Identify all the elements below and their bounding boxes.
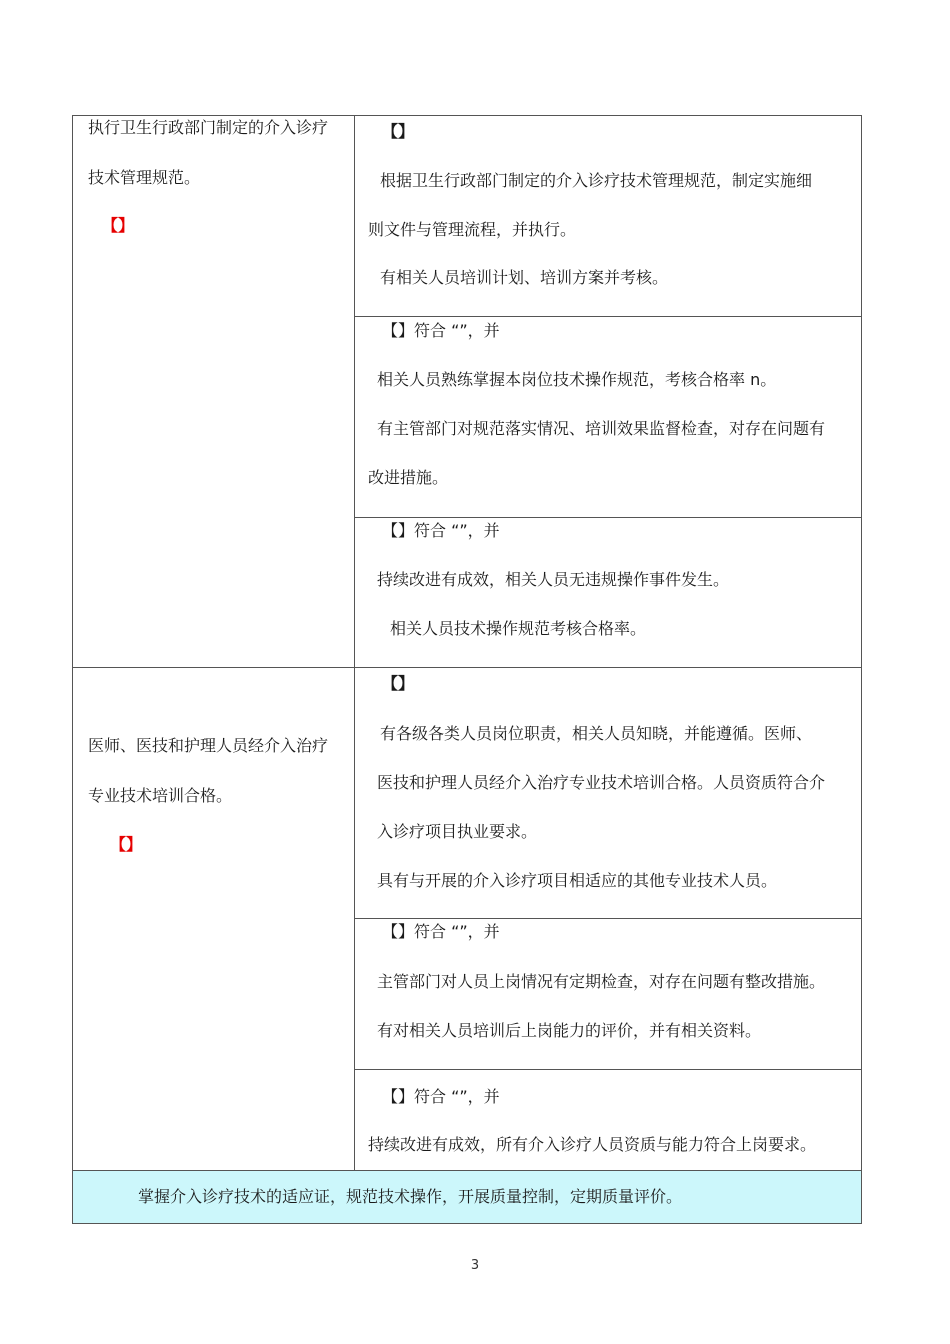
section2-block1-line3: 入诊疗项目执业要求。	[377, 822, 538, 841]
section1-block1-line2: 则文件与管理流程，并执行。	[368, 220, 577, 239]
section1-block3-marker: 【】符合 “”，并	[382, 521, 500, 540]
section1-block1-line3: 有相关人员培训计划、培训方案并考核。	[380, 268, 669, 287]
section1-block2-line2: 有主管部门对规范落实情况、培训效果监督检查，对存在问题有	[377, 419, 826, 438]
section1-block2-marker: 【】符合 “”，并	[382, 321, 500, 340]
section2-block2-line1: 主管部门对人员上岗情况有定期检查，对存在问题有整改措施。	[377, 972, 826, 991]
section1-standard-line1: 执行卫生行政部门制定的介入诊疗	[88, 118, 329, 137]
section2-marker: 【】	[110, 835, 143, 854]
section2-block1-line4: 具有与开展的介入诊疗项目相适应的其他专业技术人员。	[377, 871, 778, 890]
section2-block2-marker: 【】符合 “”，并	[382, 922, 500, 941]
section1-marker: 【】	[102, 216, 135, 235]
section2-block3-line1: 持续改进有成效，所有介入诊疗人员资质与能力符合上岗要求。	[368, 1135, 817, 1154]
section2-standard-line1: 医师、医技和护理人员经介入治疗	[88, 736, 329, 755]
page-number: 3	[470, 1258, 480, 1273]
section2-standard-line2: 专业技术培训合格。	[88, 786, 233, 805]
section1-block2-line3: 改进措施。	[368, 468, 449, 487]
section1-block2-line1: 相关人员熟练掌握本岗位技术操作规范，考核合格率 n。	[377, 370, 777, 389]
section2-block2-line2: 有对相关人员培训后上岗能力的评价，并有相关资料。	[377, 1021, 762, 1040]
summary-row-text: 掌握介入诊疗技术的适应证，规范技术操作，开展质量控制，定期质量评价。	[138, 1187, 683, 1206]
section2-block1-line2: 医技和护理人员经介入治疗专业技术培训合格。人员资质符合介	[377, 773, 826, 792]
section1-block1-line1: 根据卫生行政部门制定的介入诊疗技术管理规范，制定实施细	[380, 171, 813, 190]
section1-block3-line1: 持续改进有成效，相关人员无违规操作事件发生。	[377, 570, 730, 589]
section1-block3-line2: 相关人员技术操作规范考核合格率。	[390, 619, 647, 638]
section1-block1-marker: 【】	[382, 122, 415, 141]
section1-standard-line2: 技术管理规范。	[88, 168, 201, 187]
section2-block3-marker: 【】符合 “”，并	[382, 1087, 500, 1106]
section2-block1-line1: 有各级各类人员岗位职责，相关人员知晓，并能遵循。医师、	[380, 724, 813, 743]
section2-block1-marker: 【】	[382, 674, 415, 693]
